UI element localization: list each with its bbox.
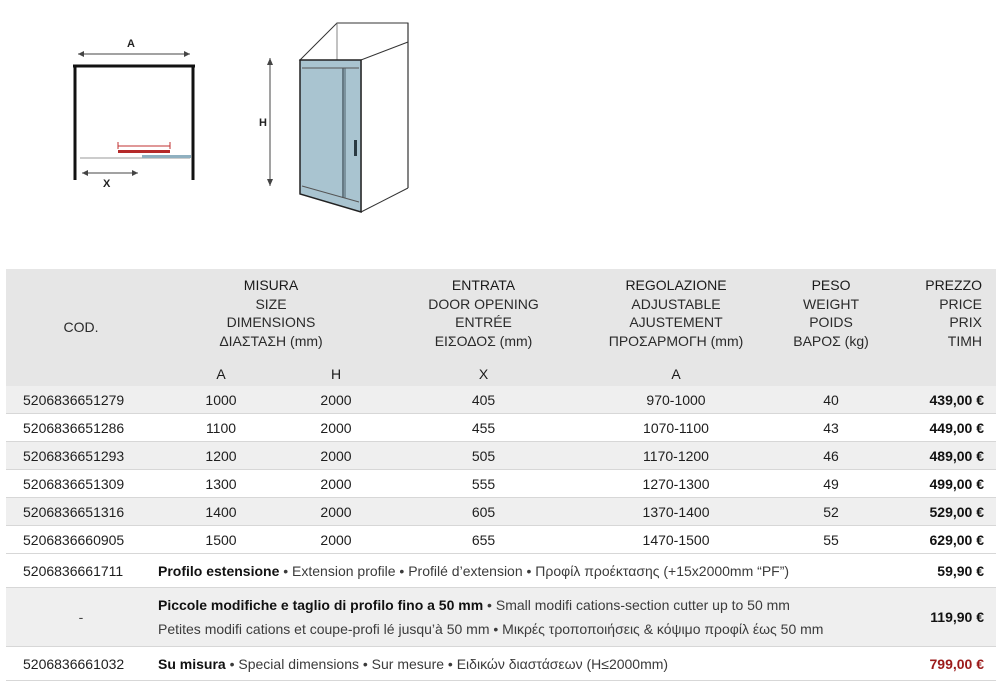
table-body xyxy=(6,386,996,681)
subheader-empty xyxy=(891,362,996,386)
accessory-description-line xyxy=(158,559,891,583)
size-a: 1300 xyxy=(156,470,286,498)
adjustable-range: 1170-1200 xyxy=(581,442,771,470)
size-h: 2000 xyxy=(286,442,386,470)
price-table xyxy=(6,269,996,681)
header-regolazione xyxy=(581,269,771,362)
accessory-description xyxy=(156,647,891,681)
dimension-diagram xyxy=(0,0,420,240)
header-prezzo xyxy=(891,269,996,362)
weight: 52 xyxy=(771,498,891,526)
product-code: 5206836651309 xyxy=(6,470,156,498)
size-a: 1400 xyxy=(156,498,286,526)
table-row xyxy=(6,498,996,526)
door-opening: 405 xyxy=(386,386,581,414)
accessory-code: 5206836661032 xyxy=(6,647,156,681)
header-prezzo-it: PREZZO xyxy=(925,277,983,293)
dimension-a-label: A xyxy=(127,38,135,50)
accessory-price: 59,90 € xyxy=(891,554,996,588)
header-entrata-it: ENTRATA xyxy=(451,277,516,293)
size-a: 1100 xyxy=(156,414,286,442)
accessory-description xyxy=(156,588,891,647)
product-code: 5206836651279 xyxy=(6,386,156,414)
product-diagrams xyxy=(0,0,420,240)
price: 629,00 € xyxy=(891,526,996,554)
dimension-h-label: H xyxy=(259,117,267,129)
size-a: 1200 xyxy=(156,442,286,470)
weight: 49 xyxy=(771,470,891,498)
size-h: 2000 xyxy=(286,470,386,498)
accessory-row xyxy=(6,588,996,647)
door-opening: 455 xyxy=(386,414,581,442)
header-misura xyxy=(156,269,386,362)
subheader-x: X xyxy=(386,362,581,386)
header-prezzo-en: PRICE xyxy=(939,295,983,312)
header-misura-fr: DIMENSIONS xyxy=(226,314,316,330)
accessory-description xyxy=(156,554,891,588)
subheader-empty xyxy=(771,362,891,386)
accessory-title: Profilo estensione xyxy=(158,562,280,579)
table-header xyxy=(6,269,996,362)
header-regolazione-fr: AJUSTEMENT xyxy=(629,314,723,330)
weight: 46 xyxy=(771,442,891,470)
header-peso-gr: ΒΑΡΟΣ (kg) xyxy=(793,332,869,349)
header-peso-en: WEIGHT xyxy=(803,295,860,312)
header-regolazione-en: ADJUSTABLE xyxy=(631,295,721,312)
header-misura-en: SIZE xyxy=(255,295,287,312)
header-peso xyxy=(771,269,891,362)
accessory-title: Su misura xyxy=(158,655,226,672)
adjustable-range: 1270-1300 xyxy=(581,470,771,498)
door-opening: 655 xyxy=(386,526,581,554)
size-a: 1500 xyxy=(156,526,286,554)
header-entrata-fr: ENTRÉE xyxy=(455,314,512,330)
header-peso-it: PESO xyxy=(811,277,851,293)
subheader-a: A xyxy=(156,362,286,386)
adjustable-range: 1070-1100 xyxy=(581,414,771,442)
size-h: 2000 xyxy=(286,498,386,526)
accessory-price: 799,00 € xyxy=(891,647,996,681)
accessory-price: 119,90 € xyxy=(891,588,996,647)
header-regolazione-it: REGOLAZIONE xyxy=(625,277,727,293)
header-cod: COD. xyxy=(6,269,156,386)
price: 499,00 € xyxy=(891,470,996,498)
accessory-title: Piccole modifiche e taglio di profilo fino a 50 mm xyxy=(158,597,484,613)
header-misura-gr: ΔΙΑΣΤΑΣΗ (mm) xyxy=(219,332,323,349)
header-regolazione-gr: ΠΡΟΣΑΡΜΟΓΗ (mm) xyxy=(608,332,744,349)
accessory-row xyxy=(6,647,996,681)
subheader-h: H xyxy=(286,362,386,386)
door-opening: 555 xyxy=(386,470,581,498)
table-row xyxy=(6,470,996,498)
perspective-view-drawing xyxy=(267,23,408,212)
weight: 55 xyxy=(771,526,891,554)
accessory-row xyxy=(6,554,996,588)
header-prezzo-gr: ΤΙΜΗ xyxy=(947,332,983,349)
adjustable-range: 970-1000 xyxy=(581,386,771,414)
accessory-translations: • Special dimensions • Sur mesure • Ειδικών διαστάσεων (H≤2000mm) xyxy=(225,655,669,672)
product-code: 5206836651286 xyxy=(6,414,156,442)
adjustable-range: 1370-1400 xyxy=(581,498,771,526)
header-entrata-en: DOOR OPENING xyxy=(428,295,539,312)
accessory-translations-line2: Petites modifi cations et coupe-profi lé jusqu’à 50 mm • Μικρές τροποποιήσεις & κόψιμο προφίλ έως 50 mm xyxy=(158,621,824,637)
plan-view-drawing xyxy=(73,51,195,180)
subheader-adjust-a: A xyxy=(581,362,771,386)
header-misura-it: MISURA xyxy=(243,277,299,293)
accessory-code: 5206836661711 xyxy=(6,554,156,588)
accessory-description-line xyxy=(158,593,891,617)
header-entrata xyxy=(386,269,581,362)
header-peso-fr: POIDS xyxy=(809,314,853,330)
size-h: 2000 xyxy=(286,386,386,414)
accessory-translations: • Small modifi cations-section cutter up to 50 mm xyxy=(483,597,790,613)
table-row xyxy=(6,442,996,470)
table-row xyxy=(6,386,996,414)
product-code: 5206836651293 xyxy=(6,442,156,470)
product-code: 5206836651316 xyxy=(6,498,156,526)
weight: 40 xyxy=(771,386,891,414)
weight: 43 xyxy=(771,414,891,442)
size-a: 1000 xyxy=(156,386,286,414)
table-row xyxy=(6,526,996,554)
dimension-x-label: X xyxy=(103,178,111,190)
price: 449,00 € xyxy=(891,414,996,442)
price: 529,00 € xyxy=(891,498,996,526)
size-h: 2000 xyxy=(286,414,386,442)
product-code: 5206836660905 xyxy=(6,526,156,554)
price: 439,00 € xyxy=(891,386,996,414)
door-opening: 605 xyxy=(386,498,581,526)
table-row xyxy=(6,414,996,442)
size-h: 2000 xyxy=(286,526,386,554)
header-entrata-gr: ΕΙΣΟΔΟΣ (mm) xyxy=(434,332,533,349)
price: 489,00 € xyxy=(891,442,996,470)
adjustable-range: 1470-1500 xyxy=(581,526,771,554)
accessory-translations: • Extension profile • Profilé d’extension • Προφίλ προέκτασης (+15x2000mm “PF”) xyxy=(279,562,790,579)
accessory-code: - xyxy=(6,588,156,647)
door-opening: 505 xyxy=(386,442,581,470)
header-prezzo-fr: PRIX xyxy=(949,314,983,330)
